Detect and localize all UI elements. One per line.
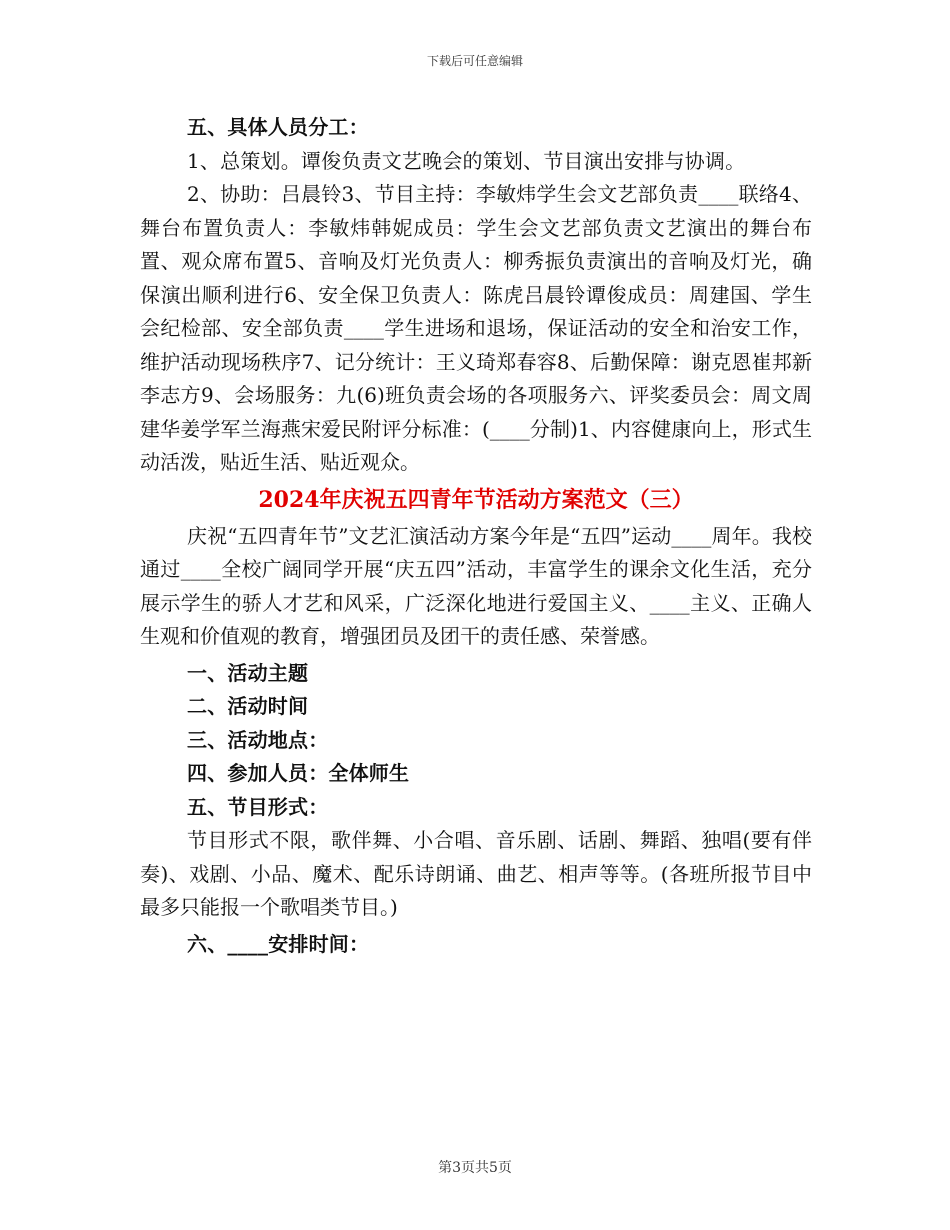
section-five-item-2: 2、协助：吕晨铃3、节目主持：李敏炜学生会文艺部负责____联络4、舞台布置负责人：李敏炜韩妮成员：学生会文艺部负责文艺演出的舞台布置、观众席布置5、音响及灯光负责人：柳秀振负责演出的音响及灯光，确保演出顺利进行6、安全保卫负责人：陈虎吕晨铃谭俊成员：周建国、学生会纪检部、安全部负责____学生进场和退场，保证活动的安全和治安工作，维护活动现场秩序7、记分统计：王义琦郑春容8、后勤保障：谢克恩崔邦新李志方9、会场服务：九(6)班负责会场的各项服务六、评奖委员会：周文周建华姜学军兰海燕宋爱民附评分标准：(____分制)1、内容健康向上，形式生动活泼，贴近生活、贴近观众。 <box>140 182 812 474</box>
outline-item-participants: 四、参加人员：全体师生 <box>187 761 410 785</box>
section-five-item-1: 1、总策划。谭俊负责文艺晚会的策划、节目演出安排与协调。 <box>187 148 746 173</box>
page-header-note: 下载后可任意编辑 <box>426 54 523 68</box>
outline-item-location: 三、活动地点： <box>187 727 329 752</box>
outline-item-theme: 一、活动主题 <box>187 660 309 685</box>
outline-item-program-form: 五、节目形式： <box>187 794 329 819</box>
section-five-heading: 五、具体人员分工： <box>187 115 369 139</box>
intro-paragraph: 庆祝“五四青年节”文艺汇演活动方案今年是“五四”运动____周年。我校通过____全校广阔同学开展“庆五四”活动，丰富学生的课余文化生活，充分展示学生的骄人才艺和风采，广泛深化地进行爱国主义、____主义、正确人生观和价值观的教育，增强团员及团干的责任感、荣誉感。 <box>140 523 812 648</box>
outline-item-time: 二、活动时间 <box>187 694 309 718</box>
document-title: 2024年庆祝五四青年节活动方案范文（三） <box>258 486 694 513</box>
section-six-heading: 六、____安排时间： <box>187 931 370 956</box>
program-form-paragraph: 节目形式不限，歌伴舞、小合唱、音乐剧、话剧、舞蹈、独唱(要有伴奏)、戏剧、小品、魔术、配乐诗朗诵、曲艺、相声等等。(各班所报节目中最多只能报一个歌唱类节目。) <box>140 828 812 919</box>
document-body <box>140 111 812 961</box>
page-number: 第3页共5页 <box>438 1160 512 1176</box>
